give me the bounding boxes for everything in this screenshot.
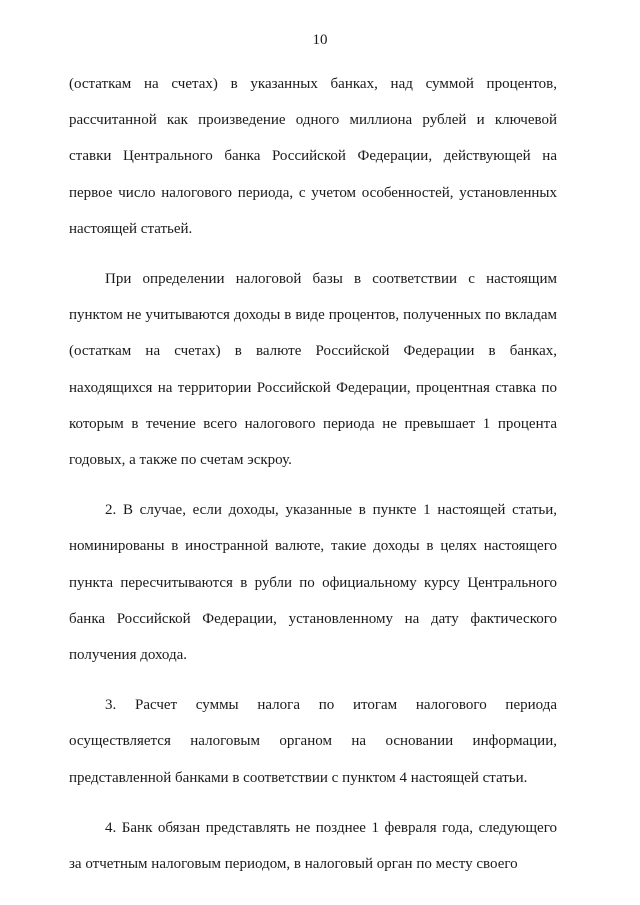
paragraph-tax-base-exclusions: При определении налоговой базы в соответствии с настоящим пунктом не учитываются доходы в виде процентов, полученных по вкладам (остаткам на счетах) в валюте Российской Федерации в банках, находящихся на территории Российской Федерации, процентная ставка по которым в течение всего налогового периода не превышает 1 процента годовых, а также по счетам эскроу. bbox=[69, 271, 557, 469]
paragraph-clause-2: 2. В случае, если доходы, указанные в пункте 1 настоящей статьи, номинированы в иностранной валюте, такие доходы в целях настоящего пункта пересчитываются в рубли по официальному курсу Центрального банка Российской Федерации, установленному на дату фактического получения дохода. bbox=[69, 502, 557, 664]
paragraph-clause-4: 4. Банк обязан представлять не позднее 1 февраля года, следующего за отчетным налоговым периодом, в налоговый орган по месту своего bbox=[69, 819, 557, 873]
page-number: 10 bbox=[312, 32, 328, 48]
paragraph-continuation: (остаткам на счетах) в указанных банках, над суммой процентов, рассчитанной как произведение одного миллиона рублей и ключевой ставки Центрального банка Российской Федерации, действующей на первое число налогового периода, с учетом особенностей, установленных настоящей статьей. bbox=[69, 76, 557, 237]
document-body bbox=[69, 66, 557, 882]
paragraph-clause-3: 3. Расчет суммы налога по итогам налогового периода осуществляется налоговым органом на основании информации, представленной банками в соответствии с пунктом 4 настоящей статьи. bbox=[69, 697, 557, 786]
